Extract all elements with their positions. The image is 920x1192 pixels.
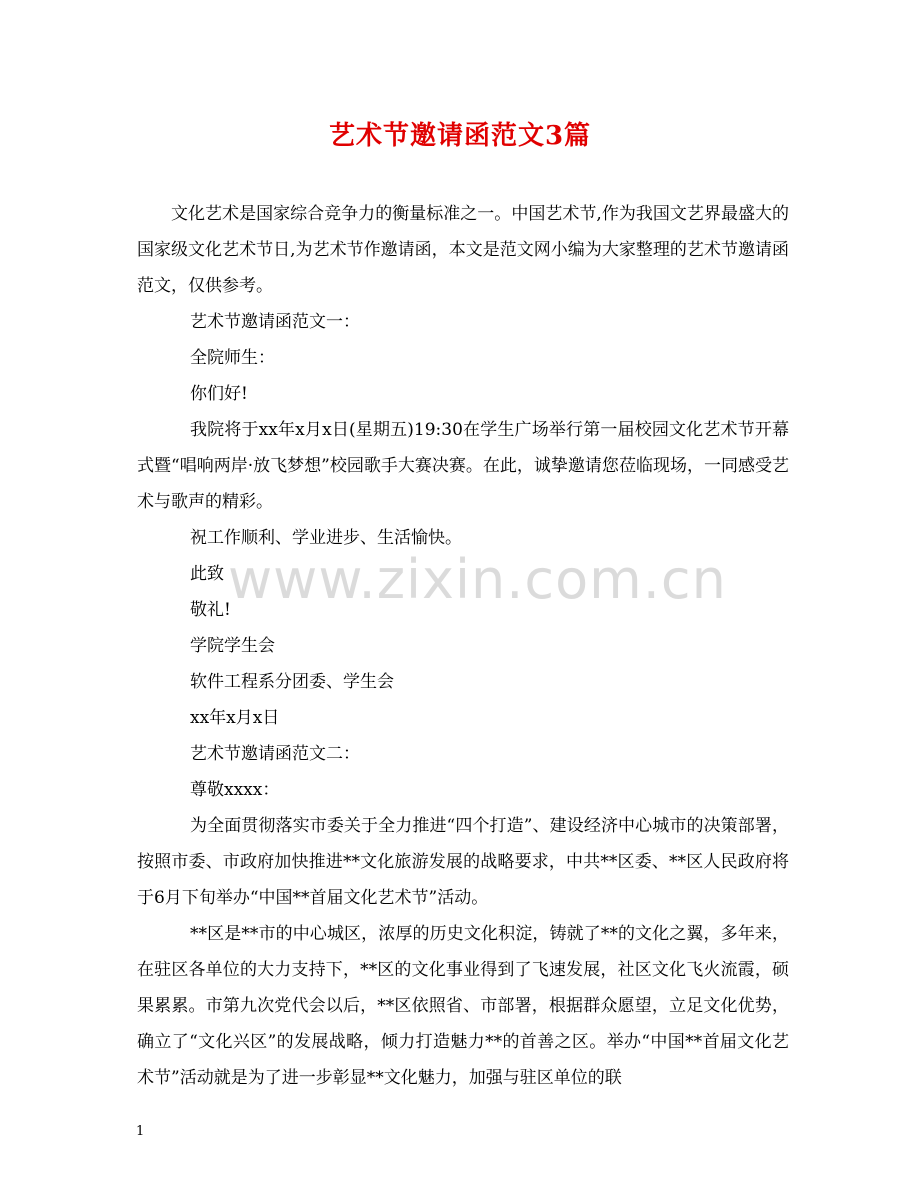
closing-cizhi: 此致 (190, 564, 224, 584)
signature-department: 软件工程系分团委、学生会 (190, 672, 394, 692)
watermark: www.zixin.com.cn (228, 548, 727, 611)
salutation-two: 尊敬xxxx： (190, 780, 280, 800)
salutation: 全院师生： (190, 348, 275, 368)
signature-date: xx年x月x日 (190, 708, 280, 728)
closing-jingli: 敬礼! (190, 600, 231, 620)
document-title: 艺术节邀请函范文3篇 (328, 121, 592, 151)
greeting: 你们好! (190, 384, 248, 404)
section-heading-two: 艺术节邀请函范文二： (190, 744, 360, 764)
document-body (137, 196, 789, 1096)
signature-student-union: 学院学生会 (190, 636, 275, 656)
intro-paragraph: 文化艺术是国家综合竞争力的衡量标准之一。中国艺术节,作为我国文艺界最盛大的国家级文化艺术节日,为艺术节作邀请函，本文是范文网小编为大家整理的艺术节邀请函范文，仅供参考。 (137, 204, 789, 296)
page-number: 1 (136, 1124, 145, 1139)
invitation-paragraph: 我院将于xx年x月x日(星期五)19:30在学生广场举行第一届校园文化艺术节开幕式暨“唱响两岸·放飞梦想”校园歌手大赛决赛。在此，诚挚邀请您莅临现场，一同感受艺术与歌声的精彩。 (137, 420, 789, 512)
paragraph-three: **区是**市的中心城区，浓厚的历史文化积淀，铸就了**的文化之翼，多年来，在驻区各单位的大力支持下，**区的文化事业得到了飞速发展，社区文化飞火流霞，硕果累累。市第九次党代会以后，**区依照省、市部署，根据群众愿望，立足文化优势，确立了“文化兴区”的发展战略，倾力打造魅力**的首善之区。举办“中国**首届文化艺术节”活动就是为了进一步彰显**文化魅力，加强与驻区单位的联 (137, 924, 789, 1088)
paragraph-two: 为全面贯彻落实市委关于全力推进“四个打造”、建设经济中心城市的决策部署，按照市委、市政府加快推进**文化旅游发展的战略要求，中共**区委、**区人民政府将于6月下旬举办“中国**首届文化艺术节”活动。 (137, 816, 789, 908)
section-heading-one: 艺术节邀请函范文一： (190, 312, 360, 332)
wishes-line: 祝工作顺利、学业进步、生活愉快。 (190, 528, 462, 548)
